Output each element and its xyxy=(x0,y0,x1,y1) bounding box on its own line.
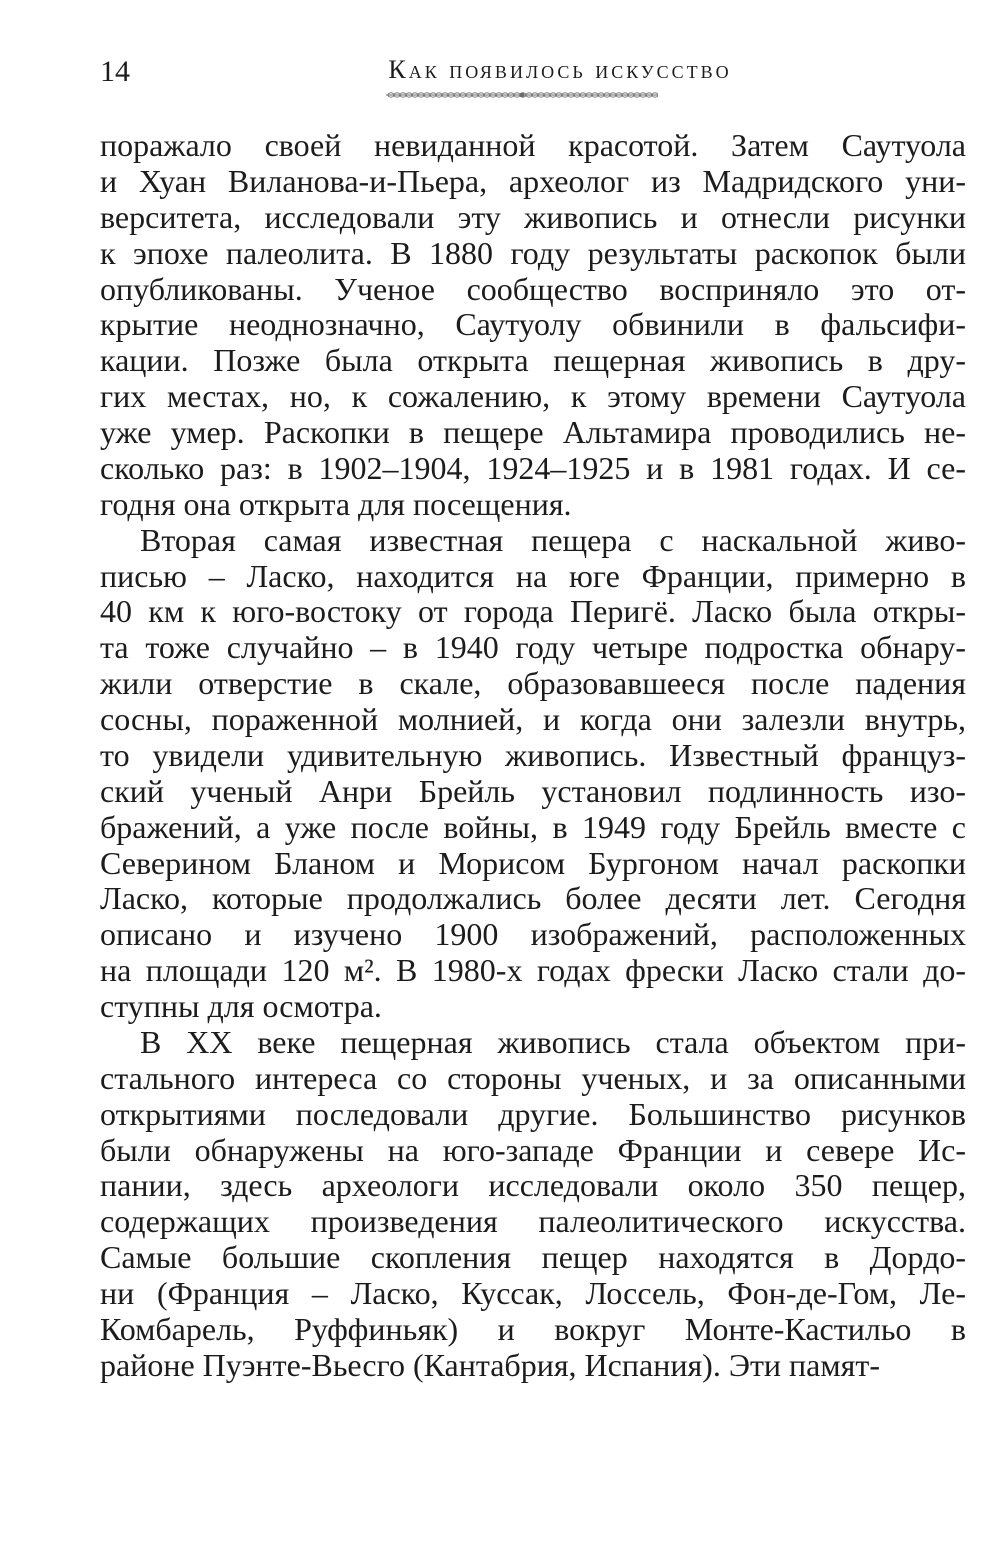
text-line: на площади 120 м². В 1980-х годах фрески Ласко стали до- xyxy=(100,952,966,989)
text-line: сколько раз: в 1902–1904, 1924–1925 и в 1981 годах. И се- xyxy=(100,449,966,486)
text-line: ступны для осмотра. xyxy=(100,988,382,1024)
text-line: та тоже случайно – в 1940 году четыре подростка обнару- xyxy=(100,629,966,666)
text-line: гих местах, но, к сожалению, к этому времени Саутуола xyxy=(100,378,966,415)
text-line: ский ученый Анри Брейль установил подлинность изо- xyxy=(100,772,966,809)
text-line: Комбарель, Руффиньяк) и вокруг Монте-Кастильо в xyxy=(100,1310,966,1347)
text-line: писью – Ласко, находится на юге Франции, примерно в xyxy=(100,557,966,594)
text-line: ни (Франция – Ласко, Куссак, Лоссель, Фон-де-Гом, Ле- xyxy=(100,1275,966,1311)
text-line: сосны, пораженной молнией, и когда они залезли внутрь, xyxy=(100,701,966,737)
text-line: Самые большие скопления пещер находятся в Дордо- xyxy=(100,1239,966,1276)
text-line: крытие неоднозначно, Саутуолу обвинили в фальсифи- xyxy=(100,306,966,343)
text-line: стального интереса со стороны ученых, и за описанными xyxy=(100,1059,966,1096)
text-line: верситета, исследовали эту живопись и отнесли рисунки xyxy=(100,198,966,235)
page-number: 14 xyxy=(100,55,130,88)
main-text xyxy=(100,128,966,1384)
text-line: В XX веке пещерная живопись стала объектом при- xyxy=(140,1023,966,1060)
text-line: описано и изучено 1900 изображений, расположенных xyxy=(100,916,966,953)
text-line: Ласко, которые продолжались более десяти лет. Сегодня xyxy=(100,880,966,917)
text-line: кации. Позже была открыта пещерная живопись в дру- xyxy=(100,342,966,379)
text-line: Вторая самая известная пещера с наскальной живо- xyxy=(140,521,966,558)
text-line: 40 км к юго-востоку от города Перигё. Ласко была откры- xyxy=(100,593,966,630)
text-line: бражений, а уже после войны, в 1949 году Брейль вместе с xyxy=(100,808,966,845)
decorative-rule-ornament xyxy=(386,89,658,101)
text-line: и Хуан Виланова-и-Пьера, археолог из Мадридского уни- xyxy=(100,162,966,199)
text-line: открытиями последовали другие. Большинство рисунков xyxy=(100,1095,966,1132)
paragraph xyxy=(100,128,966,523)
text-line: уже умер. Раскопки в пещере Альтамира проводились не- xyxy=(100,414,966,450)
text-line: районе Пуэнте-Вьесго (Кантабрия, Испания). Эти памят- xyxy=(100,1346,880,1383)
text-line: то увидели удивительную живопись. Известный француз- xyxy=(100,736,966,773)
text-line: опубликованы. Ученое сообщество восприняло это от- xyxy=(100,270,966,307)
text-line: Северином Бланом и Морисом Бургоном начал раскопки xyxy=(100,844,966,881)
text-line: поражало своей невиданной красотой. Затем Саутуола xyxy=(100,127,966,163)
text-line: содержащих произведения палеолитического искусства. xyxy=(100,1203,966,1240)
text-line: были обнаружены на юго-западе Франции и севере Ис- xyxy=(100,1131,966,1168)
text-line: годня она открыта для посещения. xyxy=(100,485,572,522)
text-line: жили отверстие в скале, образовавшееся после падения xyxy=(100,665,966,702)
running-head-title: Как появилось искусство xyxy=(388,55,732,84)
text-line: пании, здесь археологи исследовали около 350 пещер, xyxy=(100,1167,966,1204)
paragraph xyxy=(100,1025,966,1384)
paragraph xyxy=(100,523,966,1025)
text-line: к эпохе палеолита. В 1880 году результаты раскопок были xyxy=(100,234,966,271)
